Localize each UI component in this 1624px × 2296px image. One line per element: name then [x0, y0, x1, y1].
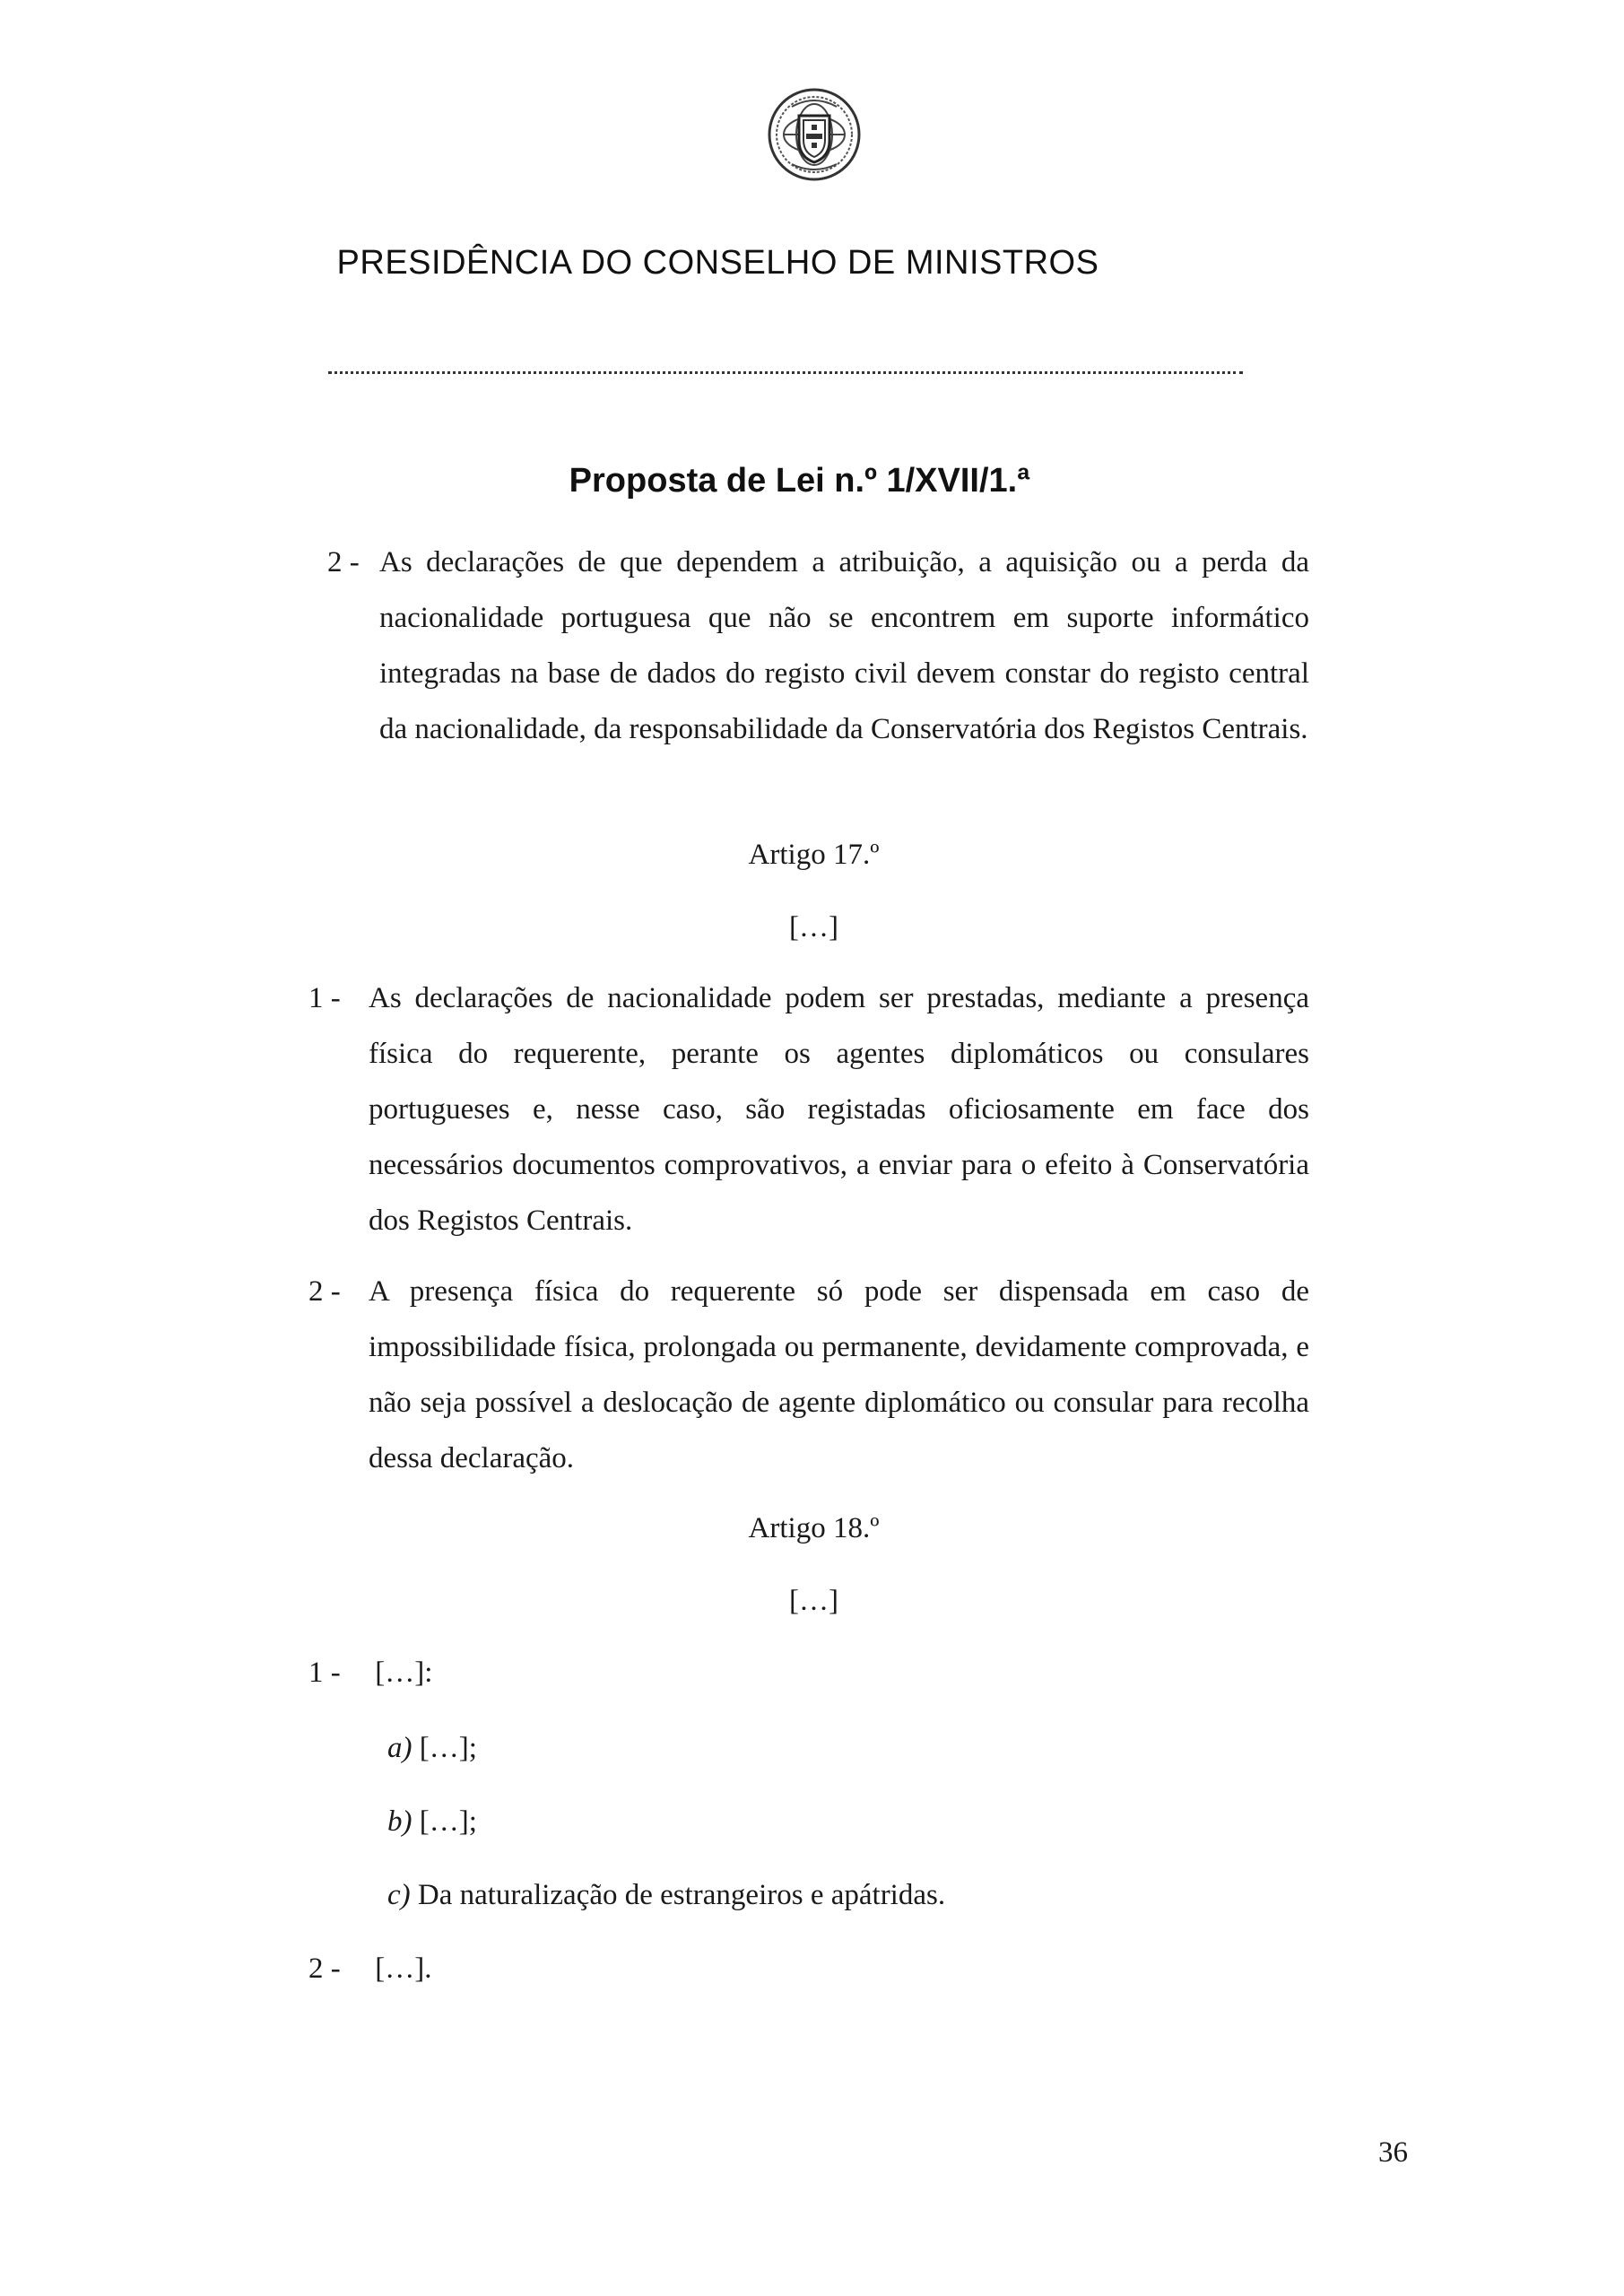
paragraph-number: 1 -	[308, 982, 341, 1014]
article-17-heading: Artigo 17.º	[748, 839, 880, 871]
page-number: 36	[1378, 2136, 1408, 2169]
paragraph-number: 2 -	[308, 1275, 341, 1308]
paragraph-text: A presença física do requerente só pode ser dispensada em caso de impossibilidade física, prolongada ou permanente, devidamente comprovada, e não seja possível a deslocação de agente diplomático ou consular para recolha dessa declaração.	[369, 1275, 1309, 1474]
ministry-header: PRESIDÊNCIA DO CONSELHO DE MINISTROS	[336, 244, 1099, 282]
list-item-text: Da naturalização de estrangeiros e apátridas.	[417, 1879, 946, 1911]
article-18-subheading: […]	[789, 1585, 838, 1617]
list-item-a	[387, 1720, 477, 1776]
article-17-paragraph-2	[308, 1264, 1309, 1486]
article-18-paragraph-1	[308, 1645, 432, 1700]
list-item-c	[387, 1867, 945, 1923]
paragraph-number: 1 -	[308, 1657, 341, 1689]
article-17-paragraph-1	[308, 970, 1309, 1248]
dotted-separator	[328, 371, 1243, 374]
list-item-label: b)	[387, 1805, 413, 1838]
paragraph-prev-2	[327, 535, 1309, 757]
article-17-subheading: […]	[789, 911, 838, 944]
portuguese-coat-of-arms-icon	[765, 85, 864, 184]
paragraph-text: […].	[375, 1952, 432, 1985]
article-18-paragraph-2	[308, 1941, 431, 1996]
paragraph-text: As declarações de que dependem a atribuição, a aquisição ou a perda da nacionalidade portuguesa que não se encontrem em suporte informático integradas na base de dados do registo civil devem constar do registo central da nacionalidade, da responsabilidade da Conservatória dos Registos Centrais.	[379, 546, 1309, 745]
list-item-label: a)	[387, 1732, 413, 1764]
document-title: Proposta de Lei n.º 1/XVII/1.ª	[569, 462, 1030, 500]
paragraph-number: 2 -	[308, 1952, 341, 1985]
paragraph-number: 2 -	[327, 546, 360, 578]
list-item-label: c)	[387, 1879, 411, 1911]
list-item-text: […];	[419, 1805, 477, 1838]
list-item-b	[387, 1794, 477, 1849]
article-18-heading: Artigo 18.º	[748, 1512, 880, 1544]
paragraph-text: As declarações de nacionalidade podem ser prestadas, mediante a presença física do requerente, perante os agentes diplomáticos ou consulares portugueses e, nesse caso, são registadas oficiosamente em face dos necessários documentos comprovativos, a enviar para o efeito à Conservatória dos Registos Centrais.	[369, 982, 1309, 1237]
paragraph-text: […]:	[375, 1657, 433, 1689]
list-item-text: […];	[419, 1732, 477, 1764]
